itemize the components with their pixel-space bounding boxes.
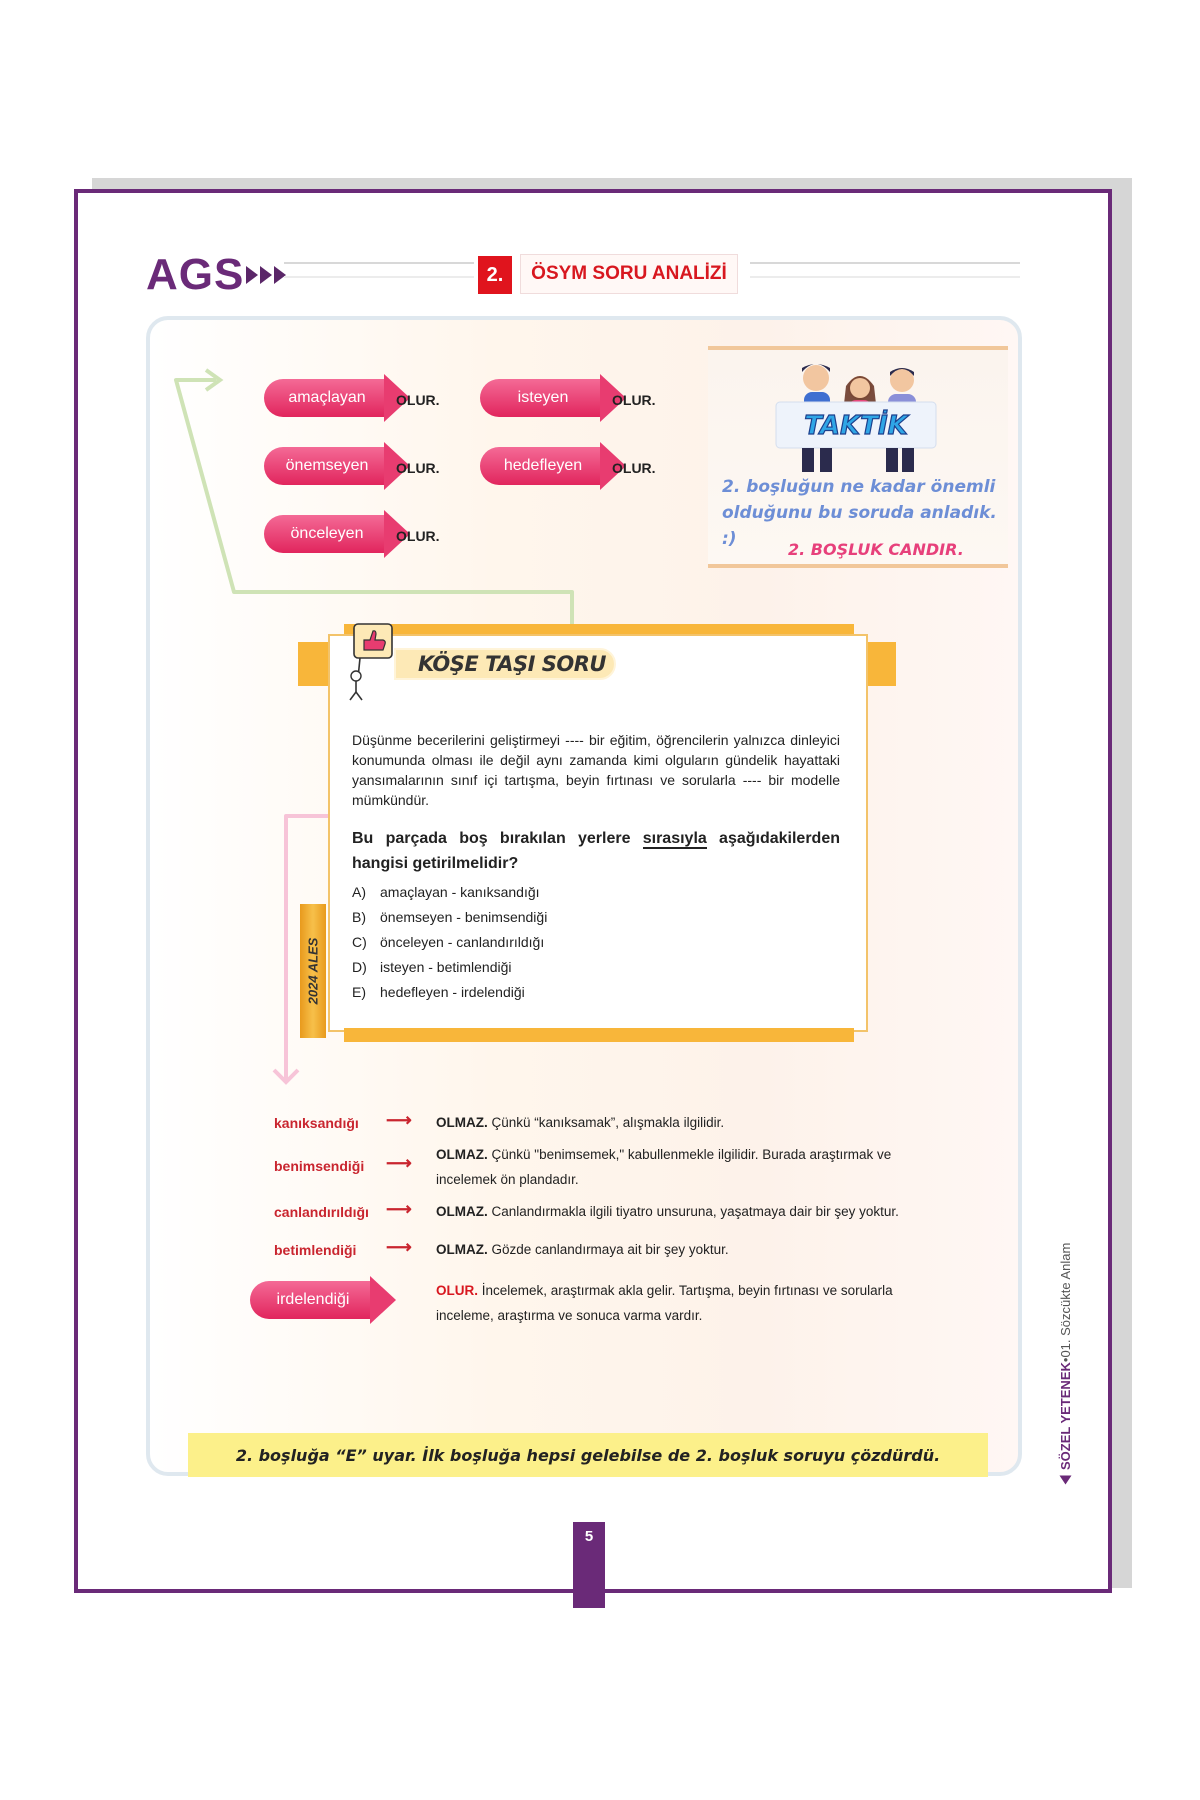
tag-label: önemseyen [264, 447, 384, 485]
section-number: 2. [478, 256, 512, 294]
tag-result: OLUR. [612, 392, 656, 408]
source-text: 2024 ALES [305, 937, 321, 1005]
tag-label: isteyen [480, 379, 600, 417]
taktik-illustration [768, 354, 948, 476]
tag-isteyen [480, 374, 626, 422]
question-label: KÖŞE TAŞI SORU [394, 648, 616, 680]
question-stem: Bu parçada boş bırakılan yerlere sırasıyla aşağıdakilerden hangisi getirilmelidir? [352, 830, 840, 872]
summary-note: 2. boşluğa “E” uyar. İlk boşluğa hepsi gelebilse de 2. boşluk soruyu çözdürdü. [188, 1433, 988, 1477]
option-e[interactable]: E) hedefleyen - irdelendiği [352, 984, 525, 1000]
section-title: ÖSYM SORU ANALİZİ [520, 254, 738, 294]
option-d[interactable]: D) isteyen - betimlendiği [352, 959, 512, 975]
tag-hedefleyen [480, 442, 626, 490]
explanation-text: OLMAZ. Canlandırmakla ilgili tiyatro unsuruna, yaşatmaya dair bir şey yoktur. [436, 1204, 899, 1219]
question-bottom-band [344, 1028, 854, 1042]
explanation-word: canlandırıldığı [274, 1204, 369, 1220]
arrow-right-icon: ⟶ [386, 1153, 412, 1173]
tag-onemseyen [264, 442, 410, 490]
taktik-text: 2. boşluğun ne kadar önemli olduğunu bu soruda anladık. :) [722, 477, 997, 549]
option-b[interactable]: B) önemseyen - benimsendiği [352, 909, 548, 925]
arrow-right-icon: ⟶ [386, 1237, 412, 1257]
tag-result: OLUR. [396, 392, 440, 408]
tag-result: OLUR. [396, 460, 440, 476]
tag-irdelendigi [250, 1276, 396, 1324]
tag-label: irdelendiği [250, 1281, 370, 1319]
explanation-text: OLMAZ. Çünkü “kanıksamak”, alışmakla ilgilidir. [436, 1115, 725, 1130]
explanation-word: betimlendiği [274, 1242, 357, 1258]
explanation-word: benimsendiği [274, 1158, 365, 1174]
tag-label: amaçlayan [264, 379, 384, 417]
question-passage: Düşünme becerilerini geliştirmeyi ---- bir eğitim, öğrencilerin yalnızca dinleyici konumunda olması ile değil aynı zamanda kimi olguların gündelik hayattaki yansımalarının sınıf içi tartışma, beyin fırtınası ve sorularla ---- bir modelle mümkündür. [352, 732, 840, 808]
option-c[interactable]: C) önceleyen - canlandırıldığı [352, 934, 545, 950]
page-number: 5 [573, 1522, 605, 1608]
tag-result: OLUR. [396, 528, 440, 544]
source-badge [300, 904, 326, 1038]
thumbs-up-sign-icon [340, 620, 396, 702]
option-a[interactable]: A) amaçlayan - kanıksandığı [352, 884, 540, 900]
tag-onceleyen [264, 510, 410, 558]
tag-label: önceleyen [264, 515, 384, 553]
explanation-text: OLMAZ. Gözde canlandırmaya ait bir şey yoktur. [436, 1242, 729, 1257]
emphasized-word: sırasıyla [642, 830, 707, 847]
tag-label: hedefleyen [480, 447, 600, 485]
side-section-label: SÖZEL YETENEK • 01. Sözcükte Anlam [1058, 1243, 1073, 1486]
triangle-right-icon [1060, 1476, 1072, 1485]
tag-amaclayan [264, 374, 410, 422]
explanation-text: OLMAZ. Çünkü "benimsemek," kabullenmekle ilgilidir. Burada araştırmak ve incelemek ön plandadır. [436, 1147, 892, 1187]
arrow-right-icon: ⟶ [386, 1110, 412, 1130]
logo-text: AGS [146, 250, 245, 299]
explanation-word: kanıksandığı [274, 1115, 359, 1131]
tag-result: OLUR. [612, 460, 656, 476]
taktik-highlight: 2. BOŞLUK CANDIR. [788, 540, 964, 559]
taktik-badge: TAKTİK [804, 411, 908, 441]
explanation-text: OLUR. İncelemek, araştırmak akla gelir. Tartışma, beyin fırtınası ve sorularla inceleme, araştırma ve sonuca varma vardır. [436, 1283, 893, 1323]
arrow-right-icon: ⟶ [386, 1199, 412, 1219]
